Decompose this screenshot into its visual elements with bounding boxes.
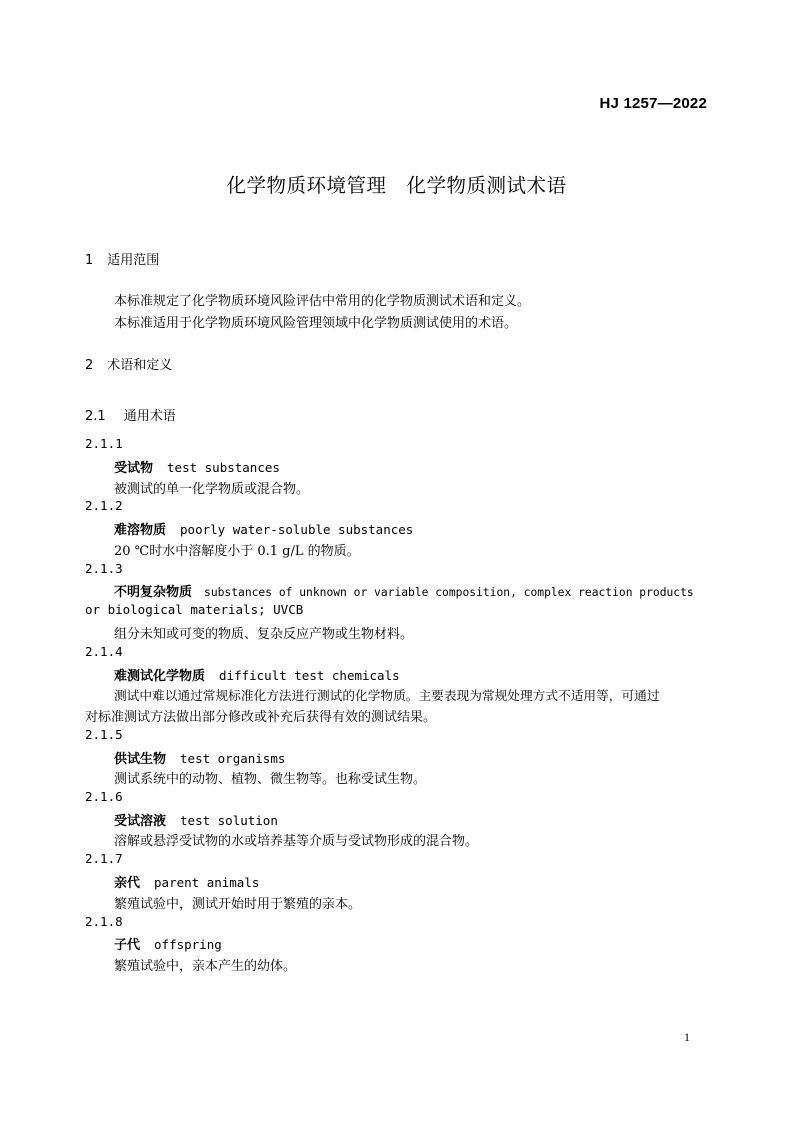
term-definition: 被测试的单一化学物质或混合物。 [114,482,310,497]
term-english: difficult test chemicals [219,668,400,683]
subsection-heading-2-1 [85,405,176,424]
term-english: parent animals [154,875,260,890]
term-english: offspring [154,937,222,952]
term-entry [114,748,285,767]
section-heading-2 [85,354,172,373]
standard-code: HJ 1257—2022 [599,95,707,112]
term-number: 2.1.2 [85,498,123,513]
term-chinese: 受试溶液 [114,814,167,829]
term-number: 2.1.5 [85,727,123,742]
term-number: 2.1.4 [85,644,123,659]
section-title: 通用术语 [123,409,176,424]
term-chinese: 供试生物 [114,752,167,767]
section-heading-1 [85,249,159,268]
section-number: 1 [85,253,94,268]
term-english: test organisms [180,751,286,766]
paragraph: 本标准规定了化学物质环境风险评估中常用的化学物质测试术语和定义。 [114,294,531,309]
term-definition: 溶解或悬浮受试物的水或培养基等介质与受试物形成的混合物。 [114,834,479,849]
term-chinese: 受试物 [114,461,154,476]
term-chinese: 难测试化学物质 [114,669,206,684]
section-title: 适用范围 [107,253,160,268]
term-entry [114,519,413,538]
paragraph: 本标准适用于化学物质环境风险管理领域中化学物质测试使用的术语。 [114,316,518,331]
term-number: 2.1.6 [85,789,123,804]
term-definition-continued: 对标准测试方法做出部分修改或补充后获得有效的测试结果。 [85,710,437,725]
term-number: 2.1.7 [85,851,123,866]
term-entry [114,872,259,891]
term-entry [114,810,278,829]
term-number: 2.1.3 [85,561,123,576]
term-definition: 20 ℃时水中溶解度小于 0.1 g/L 的物质。 [114,544,360,559]
term-english: test solution [180,813,278,828]
term-number: 2.1.8 [85,914,123,929]
term-chinese: 不明复杂物质 [114,585,193,600]
document-title: 化学物质环境管理 化学物质测试术语 [226,174,567,197]
term-chinese: 子代 [114,938,141,953]
section-title: 术语和定义 [107,358,173,373]
section-number: 2.1 [85,409,106,424]
page-number: 1 [684,1030,690,1044]
term-definition: 繁殖试验中，测试开始时用于繁殖的亲本。 [114,897,362,912]
term-chinese: 难溶物质 [114,523,167,538]
term-chinese: 亲代 [114,876,141,891]
term-entry [114,665,400,684]
term-english-continued: or biological materials; UVCB [85,602,304,617]
term-number: 2.1.1 [85,436,123,451]
term-english: poorly water-soluble substances [180,522,414,537]
term-definition: 测试中难以通过常规标准化方法进行测试的化学物质。主要表现为常规处理方式不适用等，可通过 [114,688,660,703]
section-number: 2 [85,358,94,373]
term-english: test substances [167,460,280,475]
term-english: substances of unknown or variable composition, complex reaction products [204,586,694,599]
term-definition: 繁殖试验中，亲本产生的幼体。 [114,959,297,974]
term-entry [114,457,280,476]
term-definition: 组分未知或可变的物质、复杂反应产物或生物材料。 [114,627,414,642]
term-entry [114,934,222,953]
term-entry [114,581,694,600]
term-definition: 测试系统中的动物、植物、微生物等。也称受试生物。 [114,772,427,787]
